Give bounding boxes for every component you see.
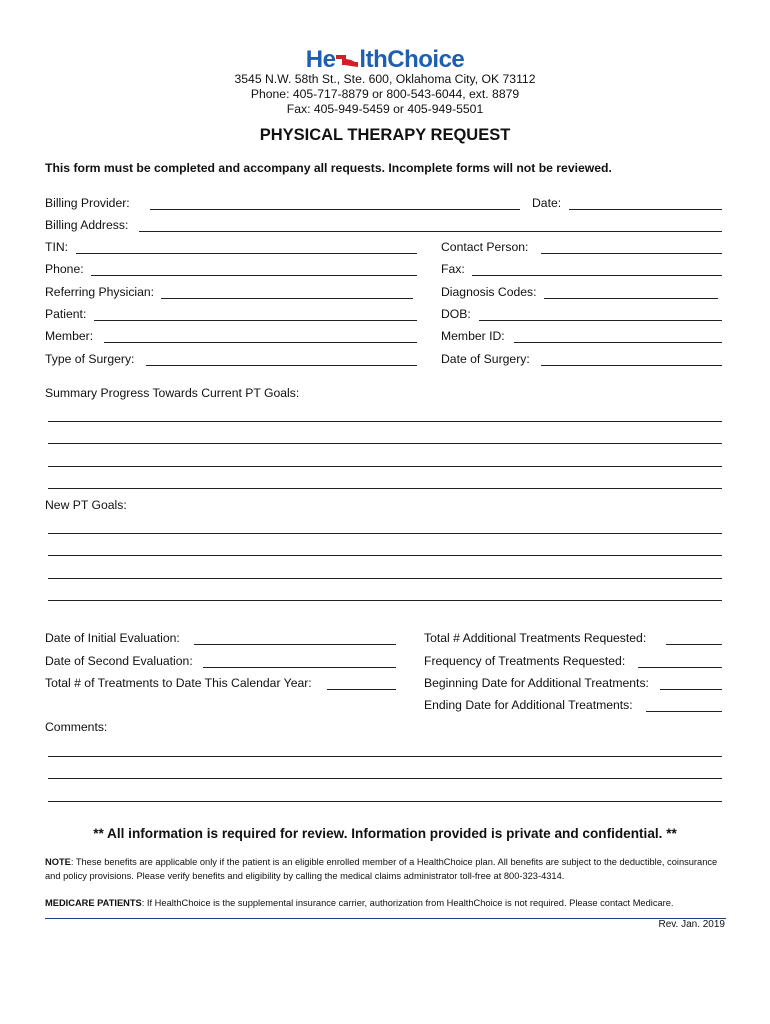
summary-line[interactable] xyxy=(48,421,722,422)
comments-line[interactable] xyxy=(48,756,722,757)
billing-address-field[interactable] xyxy=(139,231,722,232)
phone-line: Phone: 405-717-8879 or 800-543-6044, ext. 8879 xyxy=(250,87,520,101)
new-goals-label: New PT Goals: xyxy=(45,498,127,512)
member-field[interactable] xyxy=(104,342,417,343)
additional-requested-field[interactable] xyxy=(666,644,722,645)
initial-eval-field[interactable] xyxy=(194,644,396,645)
oklahoma-map-icon xyxy=(336,47,358,63)
address-line: 3545 N.W. 58th St., Ste. 600, Oklahoma City, OK 73112 xyxy=(234,72,536,86)
benefits-note xyxy=(45,855,735,883)
billing-provider-label: Billing Provider: xyxy=(45,196,130,210)
summary-progress-label: Summary Progress Towards Current PT Goals: xyxy=(45,386,300,400)
logo-text-he: He xyxy=(305,46,336,73)
member-label: Member: xyxy=(45,329,94,343)
logo-text-lthchoice: lthChoice xyxy=(359,46,465,73)
fax-field[interactable] xyxy=(472,275,722,276)
patient-field[interactable] xyxy=(94,320,417,321)
type-of-surgery-field[interactable] xyxy=(146,365,417,366)
diagnosis-codes-field[interactable] xyxy=(544,298,718,299)
medicare-note xyxy=(45,896,735,910)
contact-person-field[interactable] xyxy=(541,253,722,254)
date-of-surgery-label: Date of Surgery: xyxy=(441,352,530,366)
date-field[interactable] xyxy=(569,209,722,210)
total-treatments-field[interactable] xyxy=(327,689,396,690)
additional-requested-label: Total # Additional Treatments Requested: xyxy=(424,631,647,645)
billing-address-label: Billing Address: xyxy=(45,218,129,232)
contact-person-label: Contact Person: xyxy=(441,240,529,254)
summary-line[interactable] xyxy=(48,488,722,489)
page-title: PHYSICAL THERAPY REQUEST xyxy=(259,126,511,144)
date-label: Date: xyxy=(532,196,562,210)
ending-date-field[interactable] xyxy=(646,711,722,712)
frequency-label: Frequency of Treatments Requested: xyxy=(424,654,626,668)
tin-label: TIN: xyxy=(45,240,69,254)
billing-provider-field[interactable] xyxy=(150,209,520,210)
dob-label: DOB: xyxy=(441,307,471,321)
ending-date-label: Ending Date for Additional Treatments: xyxy=(424,698,633,712)
type-of-surgery-label: Type of Surgery: xyxy=(45,352,135,366)
comments-label: Comments: xyxy=(45,720,108,734)
dob-field[interactable] xyxy=(479,320,722,321)
phone-field[interactable] xyxy=(91,275,417,276)
new-goals-line[interactable] xyxy=(48,578,722,579)
fax-label: Fax: xyxy=(441,262,465,276)
summary-line[interactable] xyxy=(48,466,722,467)
beginning-date-field[interactable] xyxy=(660,689,722,690)
beginning-date-label: Beginning Date for Additional Treatments: xyxy=(424,676,649,690)
new-goals-line[interactable] xyxy=(48,533,722,534)
comments-line[interactable] xyxy=(48,778,722,779)
new-goals-line[interactable] xyxy=(48,600,722,601)
footer-divider xyxy=(45,918,726,919)
tin-field[interactable] xyxy=(76,253,417,254)
medicare-text: : If HealthChoice is the supplemental insurance carrier, authorization from HealthChoice is not required. Please contact Medicare. xyxy=(141,898,674,908)
member-id-field[interactable] xyxy=(514,342,722,343)
referring-physician-label: Referring Physician: xyxy=(45,285,155,299)
diagnosis-codes-label: Diagnosis Codes: xyxy=(441,285,537,299)
medicare-label: MEDICARE PATIENTS xyxy=(45,898,142,908)
note-text: : These benefits are applicable only if the patient is an eligible enrolled member of a HealthChoice plan. All benefits are subject to the deductible, coinsurance and policy provisions. Please verify benefits and eligibility by calling the medical claims administrator toll-free at 800-323-4314. xyxy=(45,857,718,881)
comments-line[interactable] xyxy=(48,801,722,802)
date-of-surgery-field[interactable] xyxy=(541,365,722,366)
form-instructions: This form must be completed and accompany all requests. Incomplete forms will not be reviewed. xyxy=(45,161,612,175)
initial-eval-label: Date of Initial Evaluation: xyxy=(45,631,180,645)
healthchoice-logo xyxy=(0,46,770,74)
second-eval-label: Date of Second Evaluation: xyxy=(45,654,193,668)
total-treatments-label: Total # of Treatments to Date This Calendar Year: xyxy=(45,676,312,690)
phone-label: Phone: xyxy=(45,262,84,276)
required-info-note: ** All information is required for review. Information provided is private and confidential. ** xyxy=(93,826,677,841)
note-label: NOTE xyxy=(45,857,71,867)
member-id-label: Member ID: xyxy=(441,329,505,343)
referring-physician-field[interactable] xyxy=(161,298,413,299)
second-eval-field[interactable] xyxy=(203,667,396,668)
revision-date: Rev. Jan. 2019 xyxy=(658,919,725,930)
patient-label: Patient: xyxy=(45,307,87,321)
new-goals-line[interactable] xyxy=(48,555,722,556)
fax-line: Fax: 405-949-5459 or 405-949-5501 xyxy=(286,102,484,116)
frequency-field[interactable] xyxy=(638,667,722,668)
summary-line[interactable] xyxy=(48,443,722,444)
